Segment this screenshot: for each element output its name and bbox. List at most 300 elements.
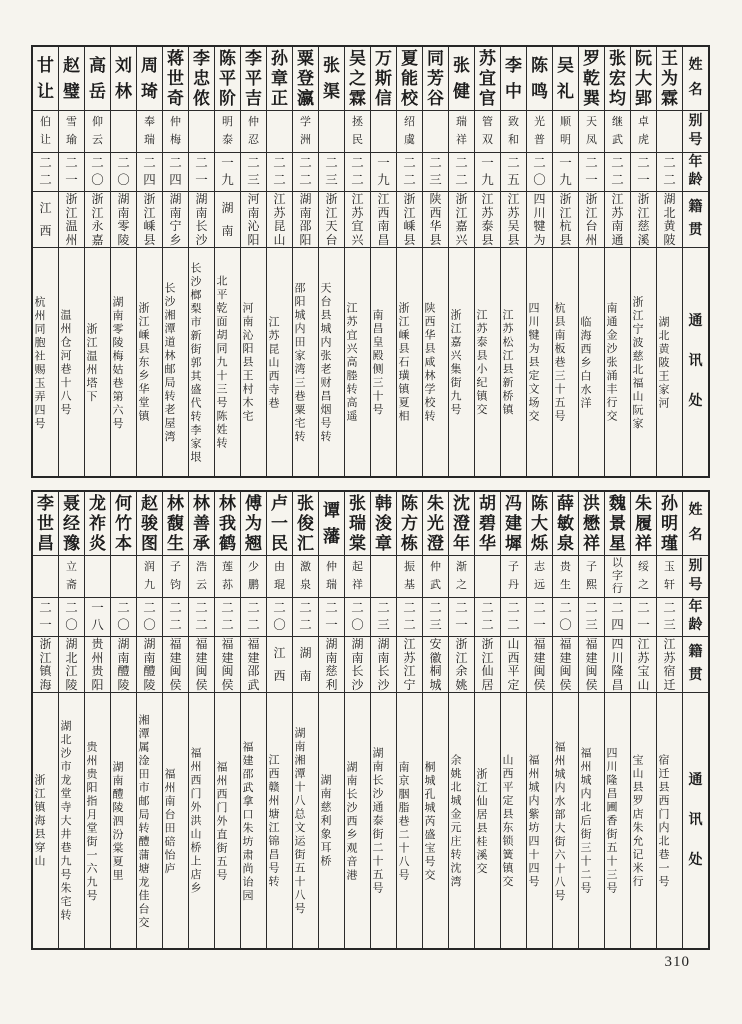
entry-alias: 振 基 <box>397 556 422 598</box>
entry-alias: 渐 之 <box>449 556 474 598</box>
entry-address-text: 湖南零陵梅姑巷第六号 <box>111 295 123 431</box>
entry-native-place: 湖 南 <box>215 192 240 248</box>
entry-name: 韩 浚 章 <box>371 492 396 556</box>
entry-column <box>84 47 110 476</box>
entry-address-text: 浙江温州塔下 <box>85 322 97 404</box>
entry-age: 二 二 <box>475 598 500 637</box>
entry-column <box>448 47 474 476</box>
entry-native-place: 浙 江 杭 县 <box>553 192 578 248</box>
entry-alias <box>267 111 292 153</box>
entry-alias: 致 和 <box>501 111 526 153</box>
entry-address <box>579 693 604 948</box>
entry-alias <box>85 556 110 598</box>
entry-address <box>293 248 318 476</box>
entry-age: 一 八 <box>85 598 110 637</box>
entry-native-place: 河 南 沁 阳 <box>241 192 266 248</box>
entry-address <box>631 693 656 948</box>
entry-name: 甘 让 <box>33 47 58 111</box>
entry-name: 傅 为 翘 <box>241 492 266 556</box>
entry-age: 二 〇 <box>553 598 578 637</box>
entry-native-place: 福 建 邵 武 <box>241 637 266 693</box>
entry-name: 阮 大 郢 <box>631 47 656 111</box>
entry-native-place: 湖 南 邵 阳 <box>293 192 318 248</box>
entry-name: 吴 礼 <box>553 47 578 111</box>
entry-address <box>449 248 474 476</box>
entry-native-place: 江 苏 江 宁 <box>397 637 422 693</box>
entry-alias: 以 字 行 <box>605 556 630 598</box>
entry-name: 陈 平 阶 <box>215 47 240 111</box>
entry-column <box>448 492 474 948</box>
entry-alias <box>189 111 214 153</box>
entry-name: 蒋 世 奇 <box>163 47 188 111</box>
entry-address-text: 福州西门外洪山桥上店乡 <box>189 747 201 896</box>
entry-native-place: 湖 南 长 沙 <box>371 637 396 693</box>
entry-name: 林 善 承 <box>189 492 214 556</box>
entry-age: 二 〇 <box>59 598 84 637</box>
entry-age: 二 二 <box>293 153 318 192</box>
entry-address-text: 浙江镇海县穿山 <box>33 774 45 869</box>
entry-address-text: 温州仓河巷十八号 <box>59 309 71 417</box>
entry-address-text: 湖北黄陂王家河 <box>657 315 669 411</box>
entry-column <box>604 492 630 948</box>
entry-address-text: 福州城内水部大街六十八号 <box>553 740 565 903</box>
entry-native-place: 贵 州 贵 阳 <box>85 637 110 693</box>
entry-column <box>240 47 266 476</box>
entry-native-place: 湖 南 零 陵 <box>111 192 136 248</box>
entry-address-text: 宝山县罗店朱允记米行 <box>631 754 643 889</box>
entry-name: 胡 碧 华 <box>475 492 500 556</box>
entry-name: 张 渠 <box>319 47 344 111</box>
entry-age: 二 一 <box>33 598 58 637</box>
entry-alias: 贵 生 <box>553 556 578 598</box>
entry-address <box>215 693 240 948</box>
entry-column <box>500 47 526 476</box>
entry-native-place: 福 建 闽 侯 <box>189 637 214 693</box>
entry-address <box>345 248 370 476</box>
entry-name: 张 俊 汇 <box>293 492 318 556</box>
directory-table-top <box>31 45 710 478</box>
entry-name: 万 斯 信 <box>371 47 396 111</box>
entry-address <box>423 248 448 476</box>
entry-column <box>318 47 344 476</box>
entry-native-place: 浙 江 嘉 兴 <box>449 192 474 248</box>
entry-address <box>189 693 214 948</box>
entry-native-place: 浙 江 仙 居 <box>475 637 500 693</box>
entry-address <box>527 693 552 948</box>
entry-alias: 继 武 <box>605 111 630 153</box>
entry-age: 二 二 <box>397 153 422 192</box>
entry-name: 苏 宜 官 <box>475 47 500 111</box>
entry-alias <box>371 111 396 153</box>
entry-name: 周 琦 <box>137 47 162 111</box>
entry-native-place: 江 苏 吴 县 <box>501 192 526 248</box>
entry-name: 林 我 鹤 <box>215 492 240 556</box>
entry-alias: 玉 轩 <box>657 556 682 598</box>
entry-address <box>319 248 344 476</box>
entry-column <box>370 492 396 948</box>
entry-column <box>474 47 500 476</box>
entry-alias: 明 泰 <box>215 111 240 153</box>
entry-native-place: 江 苏 宜 兴 <box>345 192 370 248</box>
entry-column <box>526 47 552 476</box>
entry-native-place: 籍 贯 <box>683 192 708 248</box>
entry-column <box>474 492 500 948</box>
entry-age: 二 二 <box>657 153 682 192</box>
entry-age: 二 四 <box>137 153 162 192</box>
entry-native-place: 浙 江 台 州 <box>579 192 604 248</box>
entry-address-text: 余姚北城金元庄转沈湾 <box>449 754 461 889</box>
entry-age: 二 二 <box>501 598 526 637</box>
entry-address <box>553 693 578 948</box>
entry-native-place: 湖 南 醴 陵 <box>111 637 136 693</box>
entry-address-text: 湖南醴陵泗汾棠夏里 <box>111 760 123 883</box>
entry-column <box>422 47 448 476</box>
entry-address <box>345 693 370 948</box>
entry-address <box>293 693 318 948</box>
entry-native-place: 福 建 闽 侯 <box>579 637 604 693</box>
entry-age: 二 一 <box>631 153 656 192</box>
header-column <box>682 47 708 476</box>
entry-alias: 浩 云 <box>189 556 214 598</box>
entry-column <box>344 47 370 476</box>
entry-address <box>657 693 682 948</box>
entry-age: 二 二 <box>33 153 58 192</box>
entry-address-text: 福州南台田碚怡庐 <box>163 767 175 876</box>
entry-address-text: 四川隆昌圃香街五十三号 <box>605 747 617 896</box>
entry-address <box>267 248 292 476</box>
entry-name: 沈 澄 年 <box>449 492 474 556</box>
entry-native-place: 湖 南 长 沙 <box>189 192 214 248</box>
entry-native-place: 湖 南 醴 陵 <box>137 637 162 693</box>
entry-alias: 绥 之 <box>631 556 656 598</box>
entry-name: 罗 乾 巽 <box>579 47 604 111</box>
header-address: 通 讯 处 <box>688 772 703 868</box>
entry-address-text: 江苏宜兴高塍转高遥 <box>345 302 357 424</box>
entry-native-place: 浙 江 永 嘉 <box>85 192 110 248</box>
entry-name: 冯 建 墀 <box>501 492 526 556</box>
entry-name: 张 宏 均 <box>605 47 630 111</box>
entry-name: 孙 章 正 <box>267 47 292 111</box>
entry-alias: 仲 忍 <box>241 111 266 153</box>
entry-native-place: 福 建 闽 侯 <box>527 637 552 693</box>
entry-age: 二 三 <box>371 598 396 637</box>
entry-address <box>111 693 136 948</box>
entry-native-place: 江 西 <box>267 637 292 693</box>
entry-address-text: 长沙湘潭道林邮局转老屋湾 <box>163 282 175 444</box>
entry-native-place: 福 建 闽 侯 <box>215 637 240 693</box>
entry-alias: 绍 虞 <box>397 111 422 153</box>
entry-age: 二 二 <box>449 153 474 192</box>
entry-alias: 莲 荪 <box>215 556 240 598</box>
entry-alias: 仲 梅 <box>163 111 188 153</box>
entry-name: 薛 敏 泉 <box>553 492 578 556</box>
entry-column <box>526 492 552 948</box>
entry-native-place: 江 苏 昆 山 <box>267 192 292 248</box>
entry-alias <box>111 111 136 153</box>
entry-name: 吴 之 霖 <box>345 47 370 111</box>
entry-address <box>475 248 500 476</box>
entry-native-place: 江 苏 泰 县 <box>475 192 500 248</box>
entry-column <box>578 47 604 476</box>
entry-age: 二 一 <box>579 153 604 192</box>
entry-address <box>33 248 58 476</box>
entry-alias: 管 双 <box>475 111 500 153</box>
entry-name: 李 世 昌 <box>33 492 58 556</box>
entry-address <box>423 693 448 948</box>
entry-column <box>422 492 448 948</box>
entry-address-text: 陕西华县咸林学校转 <box>423 302 435 424</box>
entry-name: 张 瑞 棠 <box>345 492 370 556</box>
entry-column <box>318 492 344 948</box>
entry-alias: 激 泉 <box>293 556 318 598</box>
entry-age: 二 二 <box>189 598 214 637</box>
entry-age: 二 二 <box>215 598 240 637</box>
entry-age: 一 九 <box>553 153 578 192</box>
entry-age: 二 一 <box>319 598 344 637</box>
entry-name: 赵 骏 图 <box>137 492 162 556</box>
entry-address-text: 浙江仙居县桂溪交 <box>475 767 487 876</box>
entry-native-place: 湖 南 慈 利 <box>319 637 344 693</box>
entry-column <box>656 492 682 948</box>
entry-column <box>214 47 240 476</box>
entry-alias <box>33 556 58 598</box>
entry-age: 二 三 <box>579 598 604 637</box>
entry-native-place: 籍 贯 <box>683 637 708 693</box>
entry-address-text: 长沙榔梨市新街郭其盛代转李家垠 <box>189 261 201 465</box>
entry-address <box>475 693 500 948</box>
entry-alias: 天 凤 <box>579 111 604 153</box>
entry-address <box>371 248 396 476</box>
entry-alias: 润 九 <box>137 556 162 598</box>
entry-name: 王 为 霖 <box>657 47 682 111</box>
entry-native-place: 四 川 犍 为 <box>527 192 552 248</box>
entry-name: 陈 大 烁 <box>527 492 552 556</box>
entry-age: 二 二 <box>345 153 370 192</box>
entry-name: 何 竹 本 <box>111 492 136 556</box>
entry-alias: 立 斋 <box>59 556 84 598</box>
entry-address <box>59 248 84 476</box>
entry-name: 聂 经 豫 <box>59 492 84 556</box>
entry-address <box>371 693 396 948</box>
entry-address <box>553 248 578 476</box>
entry-native-place: 江 西 <box>33 192 58 248</box>
entry-alias: 起 祥 <box>345 556 370 598</box>
entry-column <box>110 47 136 476</box>
entry-age: 一 九 <box>371 153 396 192</box>
entry-column <box>656 47 682 476</box>
entry-address-text: 浙江嵊县东乡华堂镇 <box>137 302 149 424</box>
entry-column <box>162 492 188 948</box>
entry-name: 粟 登 瀛 <box>293 47 318 111</box>
entry-native-place: 福 建 闽 侯 <box>163 637 188 693</box>
entry-age: 二 三 <box>657 598 682 637</box>
entry-native-place: 安 徽 桐 城 <box>423 637 448 693</box>
entry-alias: 仲 瑞 <box>319 556 344 598</box>
entry-name: 魏 景 星 <box>605 492 630 556</box>
entry-alias <box>657 111 682 153</box>
entry-name: 林 馥 生 <box>163 492 188 556</box>
entry-address <box>501 693 526 948</box>
entry-alias: 雪 瑜 <box>59 111 84 153</box>
entry-column <box>370 47 396 476</box>
entry-alias <box>111 556 136 598</box>
entry-column <box>136 492 162 948</box>
entry-age: 二 一 <box>59 153 84 192</box>
entry-address <box>59 693 84 948</box>
entry-age: 年 龄 <box>683 598 708 637</box>
entry-age: 二 三 <box>319 153 344 192</box>
entry-age: 二 二 <box>397 598 422 637</box>
entry-address-text: 南昌皇殿侧三十号 <box>371 309 383 417</box>
entry-address-text: 邵阳城内田家湾三巷粟宅转 <box>293 282 305 444</box>
entry-name: 赵 璧 <box>59 47 84 111</box>
entry-column <box>552 47 578 476</box>
entry-alias: 仲 武 <box>423 556 448 598</box>
entry-address-text: 北平乾面胡同九十三号陈姓转 <box>215 275 227 451</box>
page-number: 310 <box>664 954 690 970</box>
entry-column <box>84 492 110 948</box>
entry-address <box>605 693 630 948</box>
entry-column <box>58 492 84 948</box>
entry-age: 二 二 <box>293 598 318 637</box>
entry-column <box>292 492 318 948</box>
entry-native-place: 湖 南 长 沙 <box>345 637 370 693</box>
entry-age: 二 〇 <box>85 153 110 192</box>
entry-alias: 子 熙 <box>579 556 604 598</box>
entry-column <box>162 47 188 476</box>
entry-column <box>396 492 422 948</box>
entry-age: 二 二 <box>605 153 630 192</box>
entry-age: 二 三 <box>241 153 266 192</box>
entry-age: 二 二 <box>267 153 292 192</box>
entry-name: 姓 名 <box>683 47 708 111</box>
entry-address-text: 江苏松江县新桥镇 <box>501 309 513 417</box>
entry-age: 二 〇 <box>267 598 292 637</box>
entry-alias: 子 丹 <box>501 556 526 598</box>
entry-alias <box>423 111 448 153</box>
entry-native-place: 江 苏 宿 迁 <box>657 637 682 693</box>
entry-address-text: 天台县城内张老财昌烟号转 <box>319 282 331 444</box>
entry-column <box>33 47 58 476</box>
entry-age: 二 二 <box>241 598 266 637</box>
header-column <box>682 492 708 948</box>
entry-column <box>604 47 630 476</box>
entry-alias: 光 普 <box>527 111 552 153</box>
entry-native-place: 江 苏 南 通 <box>605 192 630 248</box>
entry-native-place: 浙 江 天 台 <box>319 192 344 248</box>
entry-address <box>163 693 188 948</box>
entry-name: 李 平 吉 <box>241 47 266 111</box>
entry-column <box>188 492 214 948</box>
entry-address <box>241 248 266 476</box>
entry-column <box>500 492 526 948</box>
entry-age: 二 四 <box>163 153 188 192</box>
entry-age: 一 九 <box>475 153 500 192</box>
entry-address-text: 江苏泰县小纪镇交 <box>475 309 487 417</box>
entry-address-text: 湖南长沙通泰街二十五号 <box>371 747 383 896</box>
entry-address-text: 桐城孔城芮盛宝号交 <box>423 760 435 883</box>
entry-native-place: 福 建 闽 侯 <box>553 637 578 693</box>
entry-column <box>33 492 58 948</box>
entry-address <box>137 248 162 476</box>
entry-address <box>215 248 240 476</box>
entry-name: 张 健 <box>449 47 474 111</box>
entry-native-place: 浙 江 镇 海 <box>33 637 58 693</box>
entry-address-text: 四川犍为县定文场交 <box>527 302 539 424</box>
entry-alias: 子 钧 <box>163 556 188 598</box>
entry-alias: 顺 明 <box>553 111 578 153</box>
entry-name: 李 忠 侬 <box>189 47 214 111</box>
entry-address-text: 宿迁县西门内北巷一号 <box>657 754 669 889</box>
entry-address-text: 福州城内北后街三十二号 <box>579 747 591 896</box>
entry-native-place: 湖 北 江 陵 <box>59 637 84 693</box>
entry-native-place: 浙 江 嵊 县 <box>137 192 162 248</box>
entry-age: 二 四 <box>605 598 630 637</box>
entry-address-text: 杭县南板巷三十五号 <box>553 302 565 424</box>
entry-native-place: 四 川 隆 昌 <box>605 637 630 693</box>
entry-alias: 瑞 祥 <box>449 111 474 153</box>
entry-alias: 奉 瑞 <box>137 111 162 153</box>
entry-address-text: 福州城内紫坊四十四号 <box>527 754 539 889</box>
entry-address <box>85 693 110 948</box>
entry-column <box>396 47 422 476</box>
entry-address <box>319 693 344 948</box>
entry-address <box>397 248 422 476</box>
entry-address-text: 湖南慈利象耳桥 <box>319 774 331 869</box>
entry-address-text: 浙江嵊县石璜镇夏相 <box>397 302 409 424</box>
entry-name: 谭 藩 <box>319 492 344 556</box>
entry-alias: 卓 虎 <box>631 111 656 153</box>
entry-address <box>397 693 422 948</box>
entry-alias: 伯 让 <box>33 111 58 153</box>
entry-address-text: 浙江宁波慈北福山阮家 <box>631 295 643 431</box>
entry-column <box>58 47 84 476</box>
entry-address-text: 南京胭脂巷二十八号 <box>397 760 409 883</box>
entry-column <box>552 492 578 948</box>
entry-age: 二 一 <box>189 153 214 192</box>
entry-name: 刘 林 <box>111 47 136 111</box>
entry-address-text: 江苏昆山西寺巷 <box>267 315 279 411</box>
directory-table-bottom <box>31 490 710 950</box>
entry-column <box>240 492 266 948</box>
entry-address <box>163 248 188 476</box>
entry-native-place: 江 苏 宝 山 <box>631 637 656 693</box>
entry-native-place: 湖 北 黄 陂 <box>657 192 682 248</box>
entry-column <box>578 492 604 948</box>
entry-age: 二 三 <box>423 598 448 637</box>
entry-name: 龙 祚 炎 <box>85 492 110 556</box>
entry-name: 同 芳 谷 <box>423 47 448 111</box>
entry-column <box>266 492 292 948</box>
entry-address-text: 江西赣州塘江锦昌号转 <box>267 754 279 889</box>
entry-address <box>605 248 630 476</box>
entry-address <box>527 248 552 476</box>
entry-age: 二 〇 <box>111 153 136 192</box>
entry-name: 李 中 <box>501 47 526 111</box>
entry-age: 年 龄 <box>683 153 708 192</box>
entry-alias <box>475 556 500 598</box>
entry-age: 二 一 <box>631 598 656 637</box>
entry-name: 洪 懋 祥 <box>579 492 604 556</box>
entry-alias: 别 号 <box>683 556 708 598</box>
entry-address-text: 福建邵武拿口朱坊肃尚诒园 <box>241 740 253 903</box>
entry-address-text: 浙江嘉兴集街九号 <box>449 309 461 417</box>
entry-address-text: 湘潭属淦田市邮局转醴蒲塘龙佳台交 <box>137 713 149 930</box>
entry-native-place: 浙 江 余 姚 <box>449 637 474 693</box>
entry-age: 二 一 <box>449 598 474 637</box>
entry-name: 陈 方 栋 <box>397 492 422 556</box>
entry-column <box>110 492 136 948</box>
